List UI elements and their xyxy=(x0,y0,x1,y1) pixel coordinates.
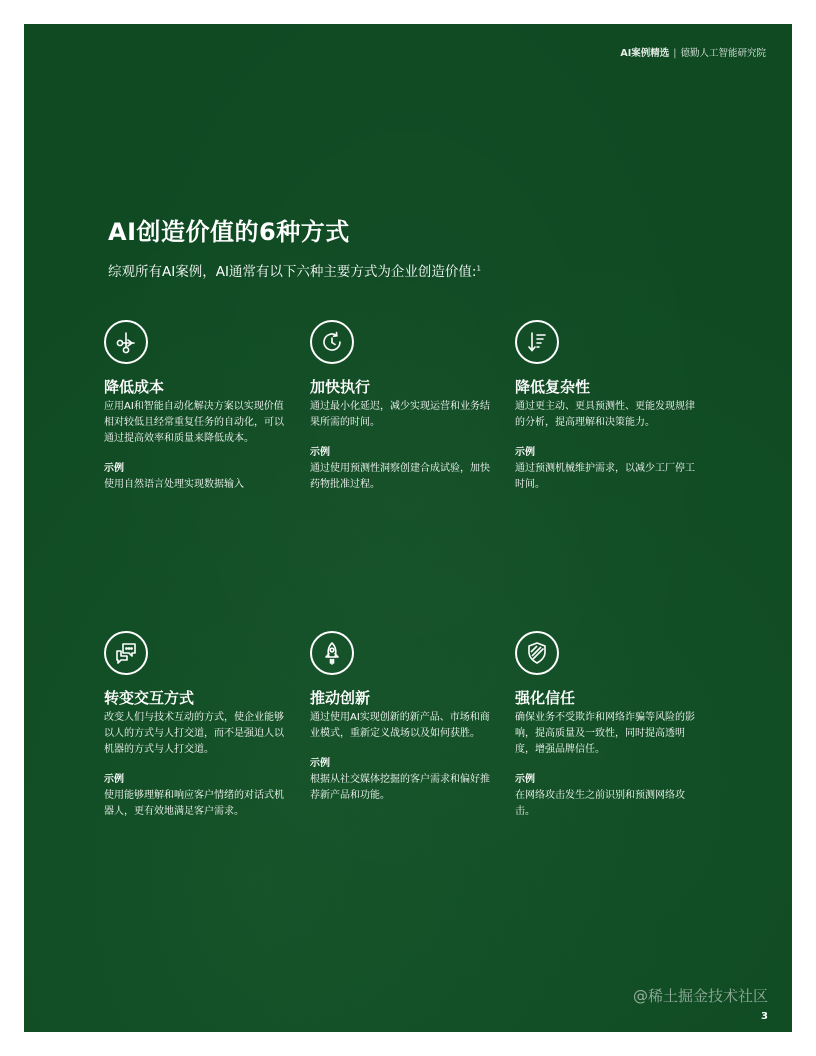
card-heading: 推动创新 xyxy=(310,689,371,707)
header-brand: AI案例精选 xyxy=(620,48,670,59)
page xyxy=(24,24,792,1032)
card-example: 根据从社交媒体挖掘的客户需求和偏好推荐新产品和功能。 xyxy=(310,774,490,801)
value-card-strengthen-trust xyxy=(515,631,703,820)
clock-refresh-icon xyxy=(310,320,354,364)
page-title: AI创造价值的6种方式 xyxy=(108,218,350,246)
card-example-label: 示例 xyxy=(310,447,330,458)
subtitle-footnote: 1 xyxy=(476,264,481,273)
card-heading: 降低成本 xyxy=(104,378,165,396)
value-card-reduce-cost xyxy=(104,320,292,493)
card-description: 改变人们与技术互动的方式，使企业能够以人的方式与人打交道，而不是强迫人以机器的方式与人打交道。 xyxy=(104,712,284,755)
value-card-drive-innovation xyxy=(310,631,498,804)
value-card-transform-interaction xyxy=(104,631,292,820)
card-description: 确保业务不受欺诈和网络诈骗等风险的影响，提高质量及一致性，同时提高透明度，增强品牌信任。 xyxy=(515,712,695,755)
card-heading: 加快执行 xyxy=(310,378,371,396)
scissors-icon xyxy=(104,320,148,364)
shield-icon xyxy=(515,631,559,675)
card-example-label: 示例 xyxy=(515,447,535,458)
card-heading: 降低复杂性 xyxy=(515,378,591,396)
card-example: 使用能够理解和响应客户情绪的对话式机器人，更有效地满足客户需求。 xyxy=(104,790,284,817)
card-heading: 强化信任 xyxy=(515,689,576,707)
card-example-label: 示例 xyxy=(104,463,124,474)
value-card-speed-execution xyxy=(310,320,498,493)
card-description: 通过使用AI实现创新的新产品、市场和商业模式，重新定义战场以及如何获胜。 xyxy=(310,712,490,739)
page-subtitle xyxy=(108,260,481,280)
card-description: 应用AI和智能自动化解决方案以实现价值相对较低且经常重复任务的自动化，可以通过提高效率和质量来降低成本。 xyxy=(104,401,284,444)
card-example: 通过预测机械维护需求，以减少工厂停工时间。 xyxy=(515,463,695,490)
card-example: 在网络攻击发生之前识别和预测网络攻击。 xyxy=(515,790,685,817)
card-example: 通过使用预测性洞察创建合成试验，加快药物批准过程。 xyxy=(310,463,490,490)
watermark: @稀土掘金技术社区 xyxy=(632,987,768,1005)
sort-list-icon xyxy=(515,320,559,364)
subtitle-text: 综观所有AI案例，AI通常有以下六种主要方式为企业创造价值: xyxy=(108,264,477,280)
card-heading: 转变交互方式 xyxy=(104,689,195,707)
card-example: 使用自然语言处理实现数据输入 xyxy=(104,479,244,490)
card-example-label: 示例 xyxy=(310,758,330,769)
card-description: 通过最小化延迟，减少实现运营和业务结果所需的时间。 xyxy=(310,401,490,428)
header-separator: | xyxy=(673,48,677,59)
card-description: 通过更主动、更具预测性、更能发现规律的分析，提高理解和决策能力。 xyxy=(515,401,695,428)
page-number: 3 xyxy=(761,1011,768,1022)
value-card-reduce-complexity xyxy=(515,320,703,493)
card-example-label: 示例 xyxy=(515,774,535,785)
page-header xyxy=(620,45,766,59)
rocket-icon xyxy=(310,631,354,675)
header-org: 德勤人工智能研究院 xyxy=(680,48,766,59)
card-example-label: 示例 xyxy=(104,774,124,785)
chat-bubbles-icon xyxy=(104,631,148,675)
